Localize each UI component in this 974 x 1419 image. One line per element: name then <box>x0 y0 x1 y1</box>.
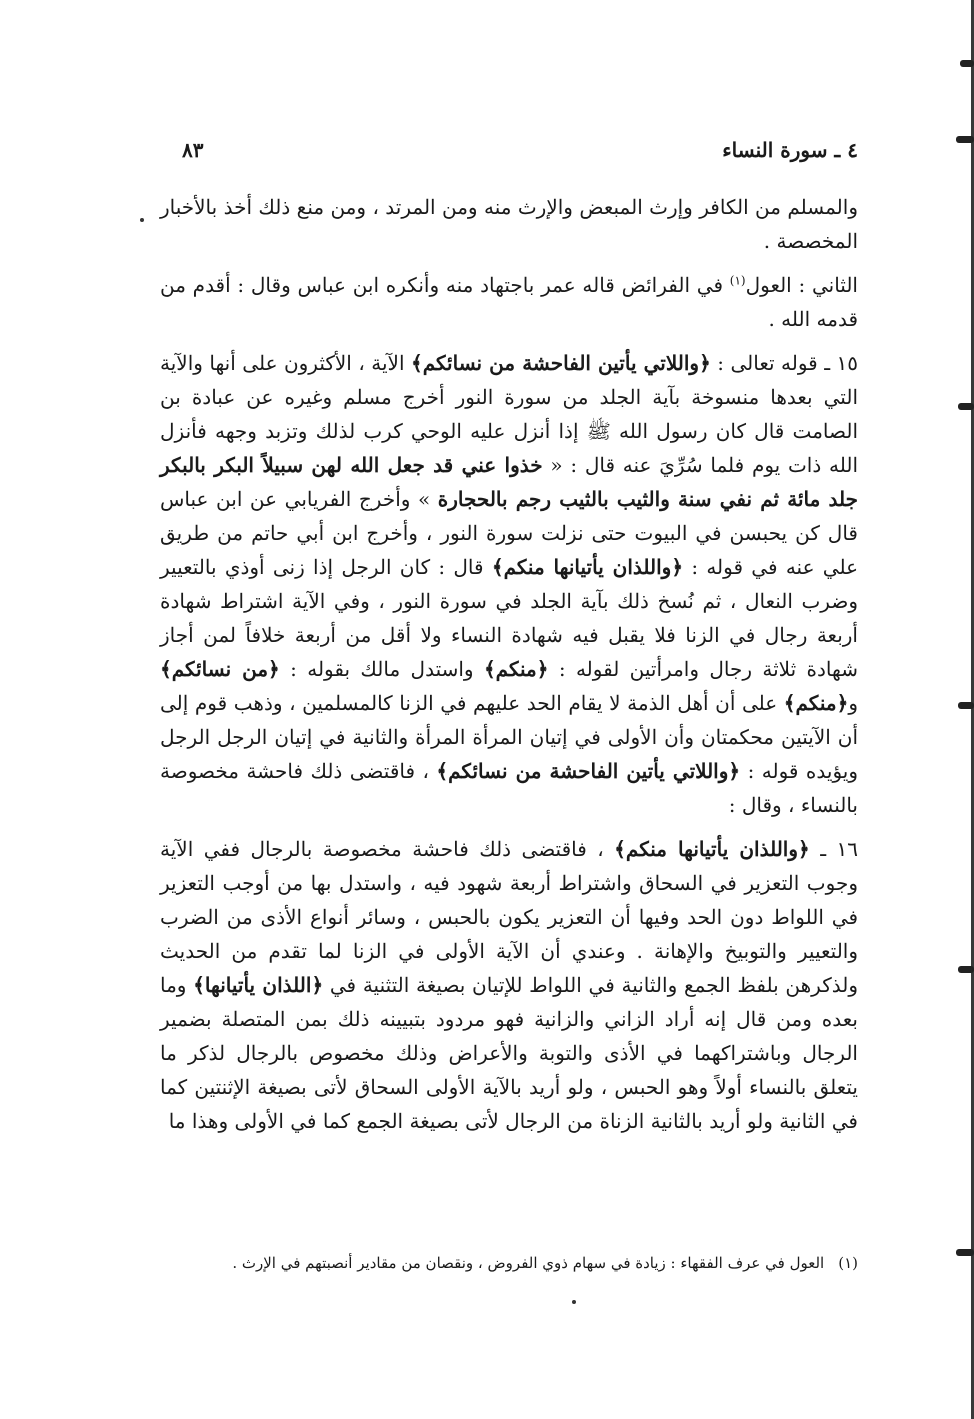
text-run: واستدل مالك بقوله : <box>279 657 484 681</box>
footnote-text: العول في عرف الفقهاء : زيادة في سهام ذوي الفروض ، ونقصان من مقادير أنصبتهم في الإرث . <box>232 1254 825 1272</box>
page-edge-mark <box>956 1249 974 1256</box>
text-run: الآية ، الأكثرون على أنها والآية التي بعدها منسوخة بآية الجلد من سورة النور أخرج مسلم وغيره عن عبادة بن الصامت قال كان رسول الله ﷺ إذا أنزل عليه الوحي كرب لذلك وتزبد وجهه فأنزل الله ذات يوم فلما سُرِّيَ عنه قال : « <box>160 351 859 477</box>
quoted-text: ﴿اللذان يأتيانها﴾ <box>193 973 324 997</box>
text-run: ، فاقتضى ذلك فاحشة مخصوصة بالنساء ، وقال : <box>160 759 858 817</box>
paragraph <box>160 268 858 336</box>
page-edge-mark <box>958 702 974 709</box>
running-title: ٤ ـ سورة النساء <box>722 138 858 162</box>
quoted-text: ﴿واللاتي يأتين الفاحشة من نسائكم﴾ <box>436 759 741 783</box>
text-run: على أن أهل الذمة لا يقام الحد عليهم في الزنا كالمسلمين ، وذهب قوم إلى أن الآيتين محكمتان وأن الأولى في إتيان المرأة المرأة والثانية في إتيان الرجل الرجل ويؤيده قوله : <box>160 691 858 783</box>
text-run: في الفرائض قاله عمر باجتهاد منه وأنكره ابن عباس وقال : أقدم من قدمه الله . <box>160 273 858 331</box>
text-run: و <box>848 691 858 715</box>
page-edge-mark <box>958 403 974 410</box>
text-run: الثاني : العول <box>745 273 858 297</box>
body-text <box>160 190 858 1148</box>
quoted-text: ﴿منكم﴾ <box>783 691 849 715</box>
text-run: وما بعده ومن قال إنه أراد الزاني والزانية فهو مردود بتبيينه ذلك بمن المتصلة بضمير الرجال وباشتراكهما في الأذى والتوبة والأعراض وذلك مخصوص بالرجال لذكر ما يتعلق بالنساء أولاً وهو الحبس ، ولو أريد بالآية الأولى السحاق لأتى بصيغة الإثنتين كما في الثانية ولو أريد بالثانية الزناة من الرجال لأتى بصيغة الجمع كما في الأولى وهذا ما <box>160 973 859 1133</box>
text-run: ١٥ ـ قوله تعالى : <box>710 351 858 375</box>
quoted-text: خذوا عني قد جعل الله لهن سبيلاً البكر بالبكر جلد مائة ثم نفي سنة والثيب بالثيب رجم بالحجارة <box>160 453 858 511</box>
page-edge-mark <box>958 966 974 973</box>
paragraph <box>160 832 858 1138</box>
page-number: ٨٣ <box>182 138 204 162</box>
page-header <box>160 138 858 170</box>
paragraph <box>160 346 858 822</box>
quoted-text: ﴿منكم﴾ <box>483 657 549 681</box>
text-run: قال : كان الرجل إذا زنى أوذي بالتعيير وضرب النعال ، ثم نُسخ ذلك بآية الجلد في سورة النور ، وفي الآية اشتراط شهادة أربعة رجال في الزنا فلا يقبل فيه شهادة النساء ولا أقل من أربعة خلافاً لمن أجاز شهادة ثلاثة رجال وامرأتين لقوله : <box>160 555 858 681</box>
page-speck <box>572 1300 576 1304</box>
page-speck <box>140 218 144 222</box>
text-run: ، فاقتضى ذلك فاحشة مخصوصة بالرجال ففي الآية وجوب التعزير في السحاق واشتراط أربعة شهود فيه ، واستدل بها من أوجب التعزير في اللواط دون الحد وفيها أن التعزير يكون بالحبس ، وسائر أنواع الأذى من الضرب والتعيير والتوبيخ والإهانة . وعندي أن الآية الأولى في الزنا لما تقدم من الحديث ولذكرهن بلفظ الجمع والثانية في اللواط للإتيان بصيغة التثنية في <box>160 837 858 997</box>
quoted-text: ﴿واللذان يأتيانها منكم﴾ <box>614 837 810 861</box>
page-edge-mark <box>956 136 974 143</box>
quoted-text: ﴿واللاتي يأتين الفاحشة من نسائكم﴾ <box>410 351 711 375</box>
quoted-text: ﴿من نسائكم﴾ <box>160 657 280 681</box>
footnote-ref: (١) <box>729 273 746 288</box>
text-run: ١٦ ـ <box>809 837 859 861</box>
quoted-text: ﴿واللذان يأتيانها منكم﴾ <box>491 555 684 579</box>
text-run: والمسلم من الكافر وإرث المبعض والإرث منه ومن المرتد ، ومن منع ذلك أخذ بالأخبار المخصصة . <box>160 195 858 253</box>
footnote-number: (١) <box>838 1254 858 1272</box>
page-edge <box>964 0 974 1419</box>
page-edge-mark <box>960 60 974 67</box>
footnote <box>160 1250 858 1276</box>
paragraph <box>160 190 858 258</box>
text-run: » وأخرج الفريابي عن ابن عباس قال كن يحبسن في البيوت حتى نزلت سورة النور ، وأخرج ابن أبي حاتم من طريق علي عنه في قوله : <box>160 487 859 579</box>
